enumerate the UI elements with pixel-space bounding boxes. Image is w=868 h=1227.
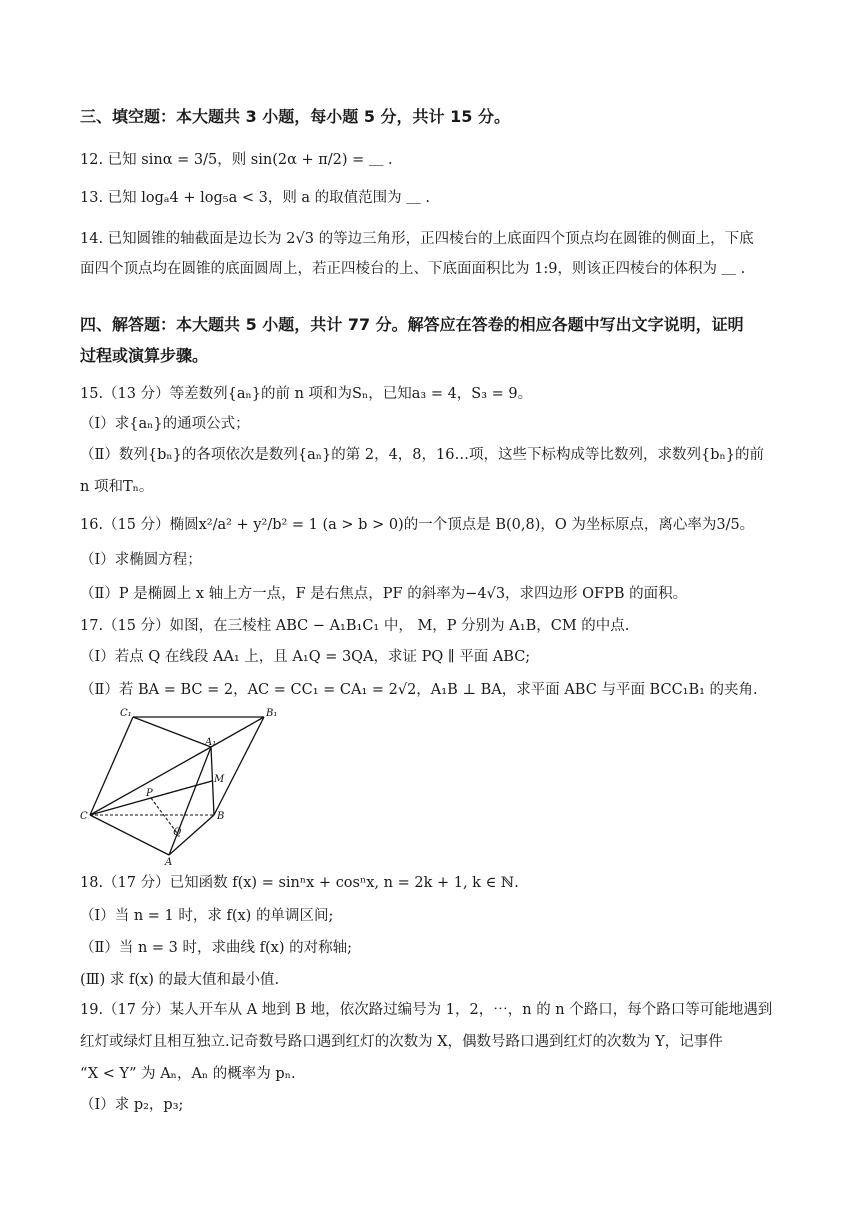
question-19-stem-line-2: 红灯或绿灯且相互独立.记奇数号路口遇到红灯的次数为 X，偶数号路口遇到红灯的次数为 Y，记事件	[80, 1034, 723, 1050]
question-18-stem: 18.（17 分）已知函数 f(x) = sinⁿx + cosⁿx, n = 2k + 1, k ∈ ℕ.	[80, 875, 519, 891]
edge-c1-c	[90, 717, 133, 815]
prism-diagram	[80, 705, 290, 865]
edge-c-a	[90, 815, 169, 855]
edge-a1-c	[90, 747, 211, 815]
question-17-part-2: （Ⅱ）若 BA = BC = 2，AC = CC₁ = CA₁ = 2√2，A₁B ⊥ BA，求平面 ABC 与平面 BCC₁B₁ 的夹角.	[80, 682, 758, 698]
question-19-stem-line-1: 19.（17 分）某人开车从 A 地到 B 地，依次路过编号为 1，2，⋯，n 的 n 个路口，每个路口等可能地遇到	[80, 1002, 773, 1018]
question-15-part-2-line-1: （Ⅱ）数列{bₙ}的各项依次是数列{aₙ}的第 2，4，8，16…项，这些下标构成等比数列，求数列{bₙ}的前	[80, 447, 764, 463]
question-19-part-1: （Ⅰ）求 p₂，p₃;	[80, 1097, 184, 1113]
question-16-part-2: （Ⅱ）P 是椭圆上 x 轴上方一点，F 是右焦点，PF 的斜率为−4√3，求四边形 OFPB 的面积。	[80, 586, 688, 602]
section-4-heading-line-1: 四、解答题：本大题共 5 小题，共计 77 分。解答应在答卷的相应各题中写出文字说明，证明	[80, 315, 744, 334]
question-15-part-1: （Ⅰ）求{aₙ}的通项公式；	[80, 416, 250, 432]
question-16-stem: 16.（15 分）椭圆x²/a² + y²/b² = 1 (a > b > 0)的一个顶点是 B(0,8)，O 为坐标原点，离心率为3/5。	[80, 517, 755, 533]
label-c: C	[80, 811, 88, 822]
question-15-stem: 15.（13 分）等差数列{aₙ}的前 n 项和为Sₙ，已知a₃ = 4，S₃ = 9。	[80, 386, 533, 402]
question-18-part-3: (Ⅲ) 求 f(x) 的最大值和最小值.	[80, 972, 280, 988]
question-17-part-1: （Ⅰ）若点 Q 在线段 AA₁ 上，且 A₁Q = 3QA，求证 PQ ∥ 平面 ABC;	[80, 649, 531, 665]
prism-figure	[80, 705, 290, 865]
question-19-stem-line-3: “X < Y” 为 Aₙ，Aₙ 的概率为 pₙ.	[80, 1066, 296, 1082]
label-b: B	[217, 811, 225, 822]
label-a1: A₁	[205, 737, 217, 748]
label-p: P	[146, 788, 153, 799]
label-b1: B₁	[266, 708, 278, 719]
label-q: Q	[173, 827, 182, 838]
section-3-heading: 三、填空题：本大题共 3 小题，每小题 5 分，共计 15 分。	[80, 107, 510, 126]
question-17-stem: 17.（15 分）如图，在三棱柱 ABC − A₁B₁C₁ 中， M，P 分别为 A₁B，CM 的中点.	[80, 618, 630, 634]
question-18-part-1: （Ⅰ）当 n = 1 时，求 f(x) 的单调区间;	[80, 908, 334, 924]
section-4-heading-line-2: 过程或演算步骤。	[80, 346, 209, 365]
question-15-part-2-line-2: n 项和Tₙ。	[80, 479, 154, 495]
question-18-part-2: （Ⅱ）当 n = 3 时，求曲线 f(x) 的对称轴;	[80, 940, 352, 956]
label-a: A	[165, 857, 173, 865]
question-14-line-1: 14. 已知圆锥的轴截面是边长为 2√3 的等边三角形，正四棱台的上底面四个顶点均在圆锥的侧面上，下底	[80, 231, 754, 247]
edge-c1-a1	[133, 717, 211, 747]
edge-a1-a	[169, 747, 211, 855]
question-12: 12. 已知 sinα = 3/5，则 sin(2α + π/2) = ＿ .	[80, 152, 393, 168]
label-c1: C₁	[120, 708, 132, 719]
label-m: M	[214, 774, 225, 785]
question-14-line-2: 面四个顶点均在圆锥的底面圆周上，若正四棱台的上、下底面面积比为 1:9，则该正四棱台的体积为 ＿ .	[80, 261, 746, 277]
question-16-part-1: （Ⅰ）求椭圆方程；	[80, 552, 202, 568]
question-13: 13. 已知 logₐ4 + log₅a < 3，则 a 的取值范围为 ＿ .	[80, 190, 431, 206]
